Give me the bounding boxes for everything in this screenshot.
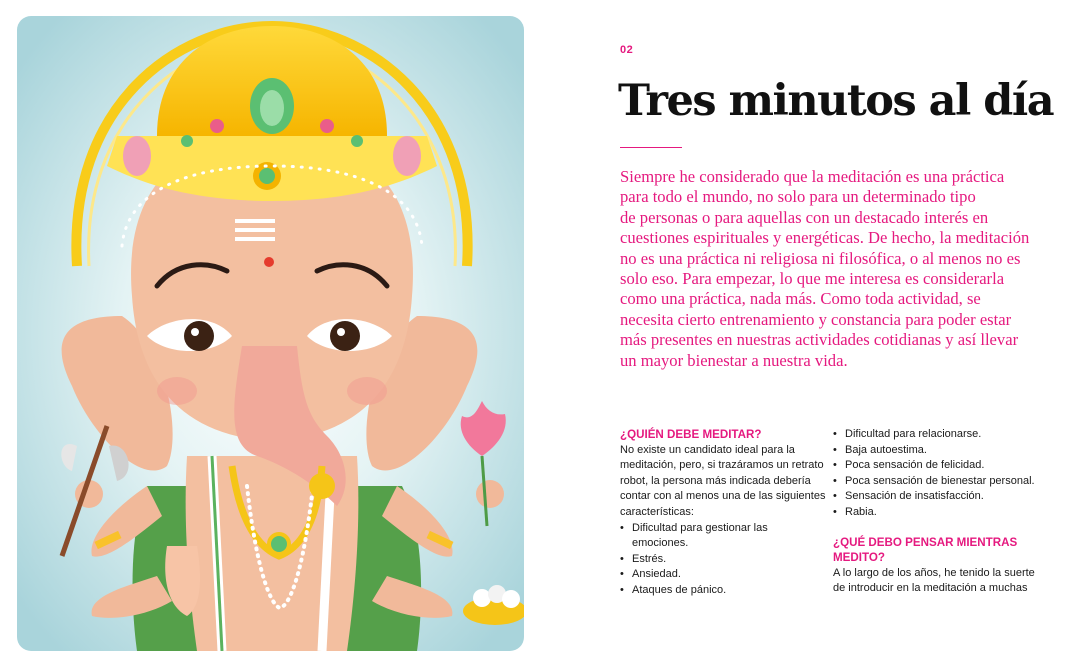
list-item: • Ansiedad. (620, 567, 830, 583)
text-column-left (620, 427, 830, 599)
section-body-what: A lo largo de los años, he tenido la suerte de introducir en la meditación a muchas (833, 566, 1035, 595)
chapter-number: 02 (620, 44, 634, 56)
section-body-who: No existe un candidato ideal para la meditación, pero, si trazáramos un retrato robot, la persona más indicada debería contar con al menos una de las siguientes características: (620, 443, 826, 518)
section-heading-what: ¿QUÉ DEBO PENSAR MIENTRAS MEDITO? (833, 535, 1018, 565)
ganesha-illustration (17, 16, 524, 651)
list-item: • Sensación de insatisfacción. (833, 489, 1043, 505)
section-heading-who: ¿QUIÉN DEBE MEDITAR? (620, 428, 762, 441)
characteristics-list-b (833, 427, 1043, 521)
characteristics-list-a (620, 521, 830, 599)
title-divider (620, 147, 682, 148)
list-item: • Dificultad para relacionarse. (833, 427, 1043, 443)
list-item: • Rabia. (833, 505, 1043, 521)
list-item: • Poca sensación de bienestar personal. (833, 474, 1043, 490)
list-item: • Dificultad para gestionar las emociones. (620, 521, 830, 552)
page-title: Tres minutos al día (618, 76, 1054, 126)
list-item: • Estrés. (620, 552, 830, 568)
list-item: • Baja autoestima. (833, 443, 1043, 459)
list-item: • Poca sensación de felicidad. (833, 458, 1043, 474)
text-column-right (833, 427, 1043, 597)
list-item: • Ataques de pánico. (620, 583, 830, 599)
intro-paragraph: Siempre he considerado que la meditación es una práctica para todo el mundo, no solo para un determinado tipo de personas o para aquellas con un destacado interés en cuestiones espirituales y energéticas. De hecho, la meditación no es una práctica ni religiosa ni filosófica, o al menos no es solo eso. Para empezar, lo que me interesa es considerarla como una práctica, nada más. Como toda actividad, se necesita cierto entrenamiento y constancia para poder estar más presentes en nuestras actividades cotidianas y así llevar un mayor bienestar a nuestra vida. (620, 167, 1030, 370)
